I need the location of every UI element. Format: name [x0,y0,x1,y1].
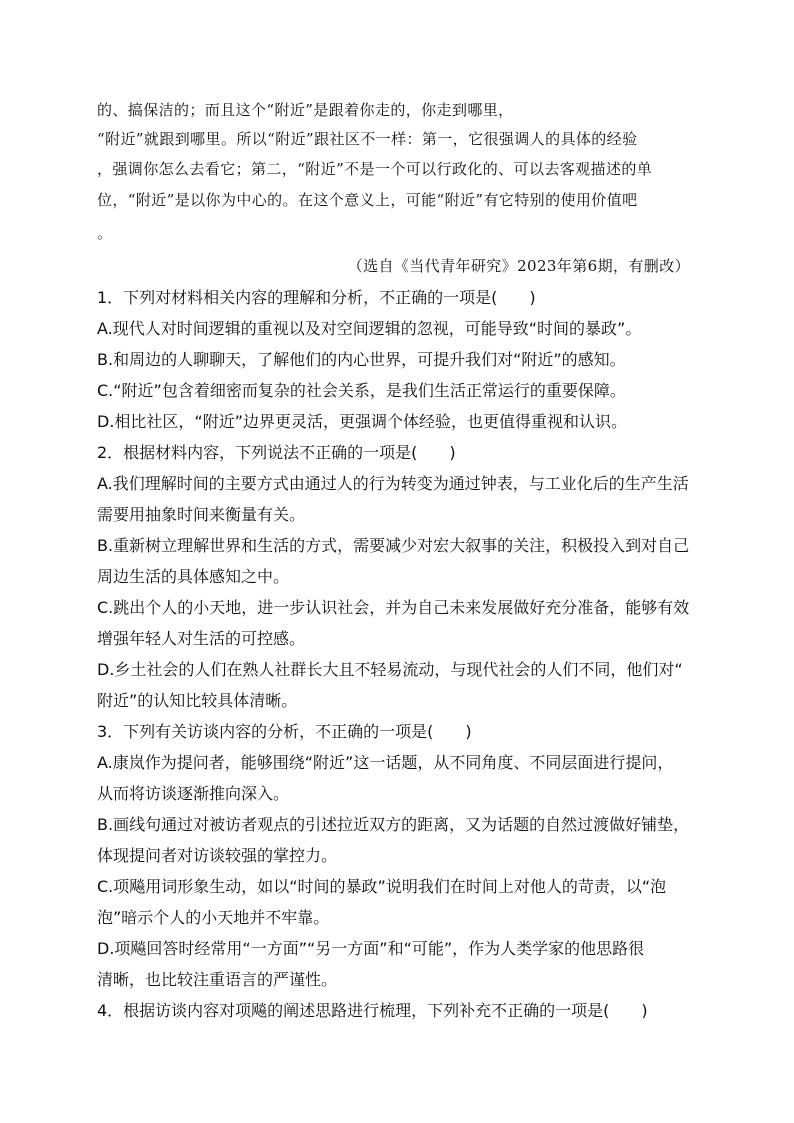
passage-line: 位，“附近”是以你为中心的。在这个意义上，可能“附近”有它特别的使用价值吧 [97,191,638,209]
question-stem: 3．下列有关访谈内容的分析，不正确的一项是( ) [97,722,472,741]
passage-line: 的、搞保洁的；而且这个“附近”是跟着你走的，你走到哪里， [97,101,514,119]
question-option: C.“附近”包含着细密而复杂的社会关系，是我们生活正常运行的重要保障。 [97,381,626,400]
question-option: A.现代人对时间逻辑的重视以及对空间逻辑的忽视，可能导致“时间的暴政”。 [97,319,642,338]
question-stem: 2．根据材料内容，下列说法不正确的一项是( ) [97,443,456,462]
source-citation: （选自《当代青年研究》2023年第6期，有删改） [347,257,690,275]
question-option: B.重新树立理解世界和生活的方式，需要减少对宏大叙事的关注，积极投入到对自己 [97,536,690,555]
question-option: C.项飚用词形象生动，如以“时间的暴政”说明我们在时间上对他人的苛责，以“泡 [97,877,667,896]
question-stem: 4．根据访谈内容对项飚的阐述思路进行梳理，下列补充不正确的一项是( ) [97,1001,648,1020]
passage-line: ，强调你怎么去看它；第二，“附近”不是一个可以行政化的、可以去客观描述的单 [97,160,653,178]
question-option: B.和周边的人聊聊天，了解他们的内心世界，可提升我们对“附近”的感知。 [97,350,626,369]
question-option: B.画线句通过对被访者观点的引述拉近双方的距离，又为话题的自然过渡做好铺垫， [97,815,690,834]
question-option-continuation: 清晰，也比较注重语言的严谨性。 [97,970,338,989]
question-option: A.我们理解时间的主要方式由通过人的行为转变为通过钟表，与工业化后的生产生活 [97,474,689,493]
question-option-continuation: 周边生活的具体感知之中。 [97,567,290,586]
question-option-continuation: 增强年轻人对生活的可控感。 [97,629,306,648]
passage-line: 。 [97,224,113,242]
question-option: D.乡土社会的人们在熟人社群长大且不轻易流动，与现代社会的人们不同，他们对“ [97,660,683,679]
question-option-continuation: 从而将访谈逐渐推向深入。 [97,784,290,803]
question-option-continuation: 需要用抽象时间来衡量有关。 [97,505,306,524]
question-option: D.项飚回答时经常用“一方面”“另一方面”和“可能”，作为人类学家的他思路很 [97,939,645,958]
question-stem: 1．下列对材料相关内容的理解和分析，不正确的一项是( ) [97,288,536,307]
question-option: D.相比社区，“附近”边界更灵活，更强调个体经验，也更值得重视和认识。 [97,412,627,431]
question-option-continuation: 泡”暗示个人的小天地并不牢靠。 [97,908,330,927]
question-option: C.跳出个人的小天地，进一步认识社会，并为自己未来发展做好充分准备，能够有效 [97,598,690,617]
question-option-continuation: 体现提问者对访谈较强的掌控力。 [97,846,338,865]
question-option-continuation: 附近”的认知比较具体清晰。 [97,691,298,710]
passage-line: “附近”就跟到哪里。所以“附近”跟社区不一样：第一，它很强调人的具体的经验 [97,130,638,148]
question-option: A.康岚作为提问者，能够围绕“附近”这一话题，从不同角度、不同层面进行提问， [97,753,674,772]
